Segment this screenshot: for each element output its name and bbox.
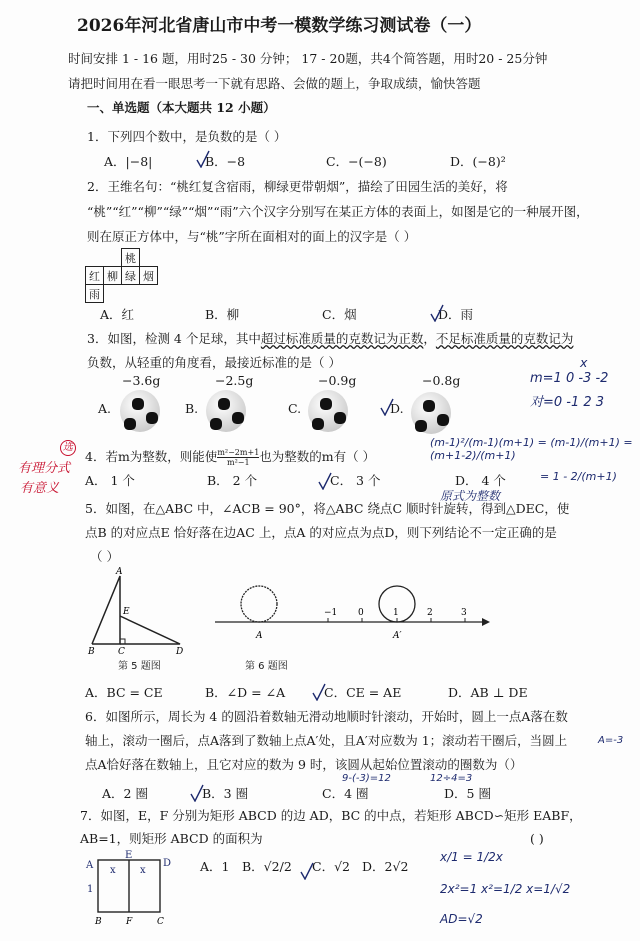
net-face: 柳 [104,267,122,285]
cube-net-figure [85,248,158,303]
tick-label: 0 [358,608,364,618]
handwritten-note: x [580,355,588,370]
q5-stem: 点B 的对应点E 恰好落在边AC 上，点A 的对应点为点D，则下列结论不一定正确的是 [85,525,557,540]
q7-option-c[interactable]: C．√2 [312,859,350,874]
point-label: A [86,860,94,871]
handwritten-note: 有意义 [20,481,60,496]
handwritten-note: = 1 - 2/(m+1) [540,470,617,483]
q1-option-a[interactable]: A．|−8| [104,154,153,169]
handwritten-note: 有理分式 [18,461,71,476]
figure-caption: 第 5 题图 [118,661,161,672]
check-mark-icon [380,398,394,416]
q3-option-c[interactable]: C. [288,401,302,416]
soccer-ball-icon [120,390,160,432]
q4-stem: 4．若m为整数，则能使 $\frac{\text{m²−2m+1}}{\text{m²−1}}$ 也为整数的m有（ ） [85,448,376,467]
check-mark-icon [430,304,444,322]
ball-weight: −0.9g [318,373,357,388]
point-label: C [118,647,125,656]
q5-option-c[interactable]: C．CE = AE [324,685,402,700]
point-label: E [125,850,133,861]
section-heading: 一、单选题（本大题共 12 小题） [87,100,276,115]
q2-option-b[interactable]: B．柳 [205,307,240,322]
point-label: A [256,631,263,641]
point-label: F [126,917,133,927]
net-face: 绿 [122,267,140,285]
q3-stem: 3．如图，检测 4 个足球，其中超过标准质量的克数记为正数，不足标准质量的克数记为 [87,331,574,346]
q1-option-b[interactable]: B．−8 [205,154,246,169]
q3-option-a[interactable]: A. [98,401,112,416]
q6-option-b[interactable]: B．3 圈 [202,786,249,801]
q6-stem: 6．如图所示，周长为 4 的圆沿着数轴无滑动地顺时针滚动，开始时，圆上一点A落在数 [85,709,568,724]
q6-stem: 轴上，滚动一圈后，点A落到了数轴上点A′处，且A′对应数为 1；滚动若干圈后，当圆上 [85,733,568,748]
handwritten-note: 原式为整数 [440,489,501,503]
q1-option-d[interactable]: D．(−8)² [450,154,506,169]
point-label: D [163,858,172,869]
q7-stem: AB=1，则矩形 ABCD 的面积为 [80,831,263,846]
intro-line: 时间安排 1 - 16 题，用时25 - 30 分钟； 17 - 20题，共4个简答题，用时20 - 25分钟 [68,51,548,66]
figure-caption: 第 6 题图 [245,661,288,672]
q4-option-b[interactable]: B． 2 个 [207,473,258,488]
side-label: 1 [87,884,94,895]
handwritten-note: AD=√2 [440,912,483,926]
check-mark-icon [196,150,210,168]
tick-label: 2 [427,608,433,618]
check-mark-icon [300,862,314,880]
q1-option-c[interactable]: C．−(−8) [326,154,387,169]
point-label: C [157,917,164,927]
check-mark-icon [318,472,332,490]
net-face: 雨 [86,285,104,303]
q5-stem: （ ） [90,549,119,564]
handwritten-note: 9-(-3)=12 [342,773,391,784]
q3-option-b[interactable]: B. [185,401,199,416]
side-label: x [110,865,116,876]
q5-option-b[interactable]: B．∠D = ∠A [205,685,286,700]
point-label: B [88,647,95,656]
check-mark-icon [312,683,326,701]
q4-option-d[interactable]: D． 4 个 [455,473,506,488]
handwritten-note: 2x²=1 x²=1/2 x=1/√2 [440,882,571,896]
q6-option-a[interactable]: A．2 圈 [102,786,148,801]
handwritten-note: 12÷4=3 [430,773,473,784]
q2-stem: “桃”“红”“柳”“绿”“烟”“雨”六个汉字分别写在某正方体的表面上，如图是它的一种展开图， [87,204,589,219]
q2-option-c[interactable]: C．烟 [322,307,357,322]
soccer-ball-icon [206,390,246,432]
check-mark-icon [190,784,204,802]
triangle-figure [80,566,200,656]
answer-paren: ( ) [530,831,544,846]
page-title: 2026年河北省唐山市中考一模数学练习测试卷（一） [77,16,482,36]
q7-option-a[interactable]: A．1 [200,859,230,874]
ball-weight: −2.5g [215,373,254,388]
q2-stem: 则在原正方体中，与“桃”字所在面相对的面上的汉字是（ ） [87,229,417,244]
ball-weight: −3.6g [122,373,161,388]
tick-label: 3 [461,608,467,618]
q7-option-b[interactable]: B．√2/2 [242,859,292,874]
q6-option-c[interactable]: C．4 圈 [322,786,369,801]
q2-option-a[interactable]: A．红 [100,307,135,322]
number-line-figure [210,570,500,650]
intro-line: 请把时间用在看一眼思考一下就有思路、会做的题上，争取成绩，愉快答题 [68,76,481,91]
point-label: A [116,567,123,577]
net-face: 桃 [122,249,140,267]
handwritten-note: A=-3 [598,735,624,746]
q5-option-a[interactable]: A．BC = CE [85,685,163,700]
handwritten-note: 选 [60,440,76,456]
soccer-ball-icon [411,392,451,434]
net-face: 烟 [140,267,158,285]
net-face: 红 [86,267,104,285]
q5-stem: 5．如图，在△ABC 中，∠ACB = 90°，将△ABC 绕点C 顺时针旋转，得到△DEC，使 [85,501,570,516]
point-label: B [95,917,102,927]
soccer-ball-icon [308,390,348,432]
tick-label: −1 [324,608,338,618]
point-label: A′ [393,631,402,641]
q6-option-d[interactable]: D．5 圈 [444,786,491,801]
q4-option-c[interactable]: C． 3 个 [330,473,381,488]
handwritten-note: 对=0 -1 2 3 [530,395,605,410]
ball-weight: −0.8g [422,373,461,388]
tick-label: 1 [393,608,399,618]
q1-stem: 1．下列四个数中，是负数的是（ ） [87,129,287,144]
point-label: E [123,607,130,617]
handwritten-note: (m-1)²/(m-1)(m+1) = (m-1)/(m+1) = (m+1-2)/(m+1) [430,436,633,462]
q3-option-d[interactable]: D. [390,401,404,416]
handwritten-note: x/1 = 1/2x [440,850,503,864]
rectangle-figure [80,848,180,928]
q3-stem: 负数，从轻重的角度看，最接近标准的是（ ） [87,355,341,370]
point-label: D [176,647,184,656]
q7-option-d[interactable]: D．2√2 [362,859,409,874]
q6-stem: 点A恰好落在数轴上，且它对应的数为 9 时，该圆从起始位置滚动的圈数为（） [85,757,523,772]
q5-option-d[interactable]: D．AB ⊥ DE [448,685,528,700]
q2-option-d[interactable]: D．雨 [438,307,474,322]
handwritten-note: m=1 0 -3 -2 [530,371,609,386]
q7-stem: 7．如图，E，F 分别为矩形 ABCD 的边 AD，BC 的中点，若矩形 ABCD∽矩形 EABF， [80,808,582,823]
q2-stem: 2．王维名句：“桃红复含宿雨，柳绿更带朝烟”，描绘了田园生活的美好，将 [87,179,508,194]
side-label: x [140,865,146,876]
q4-option-a[interactable]: A． 1 个 [85,473,135,488]
